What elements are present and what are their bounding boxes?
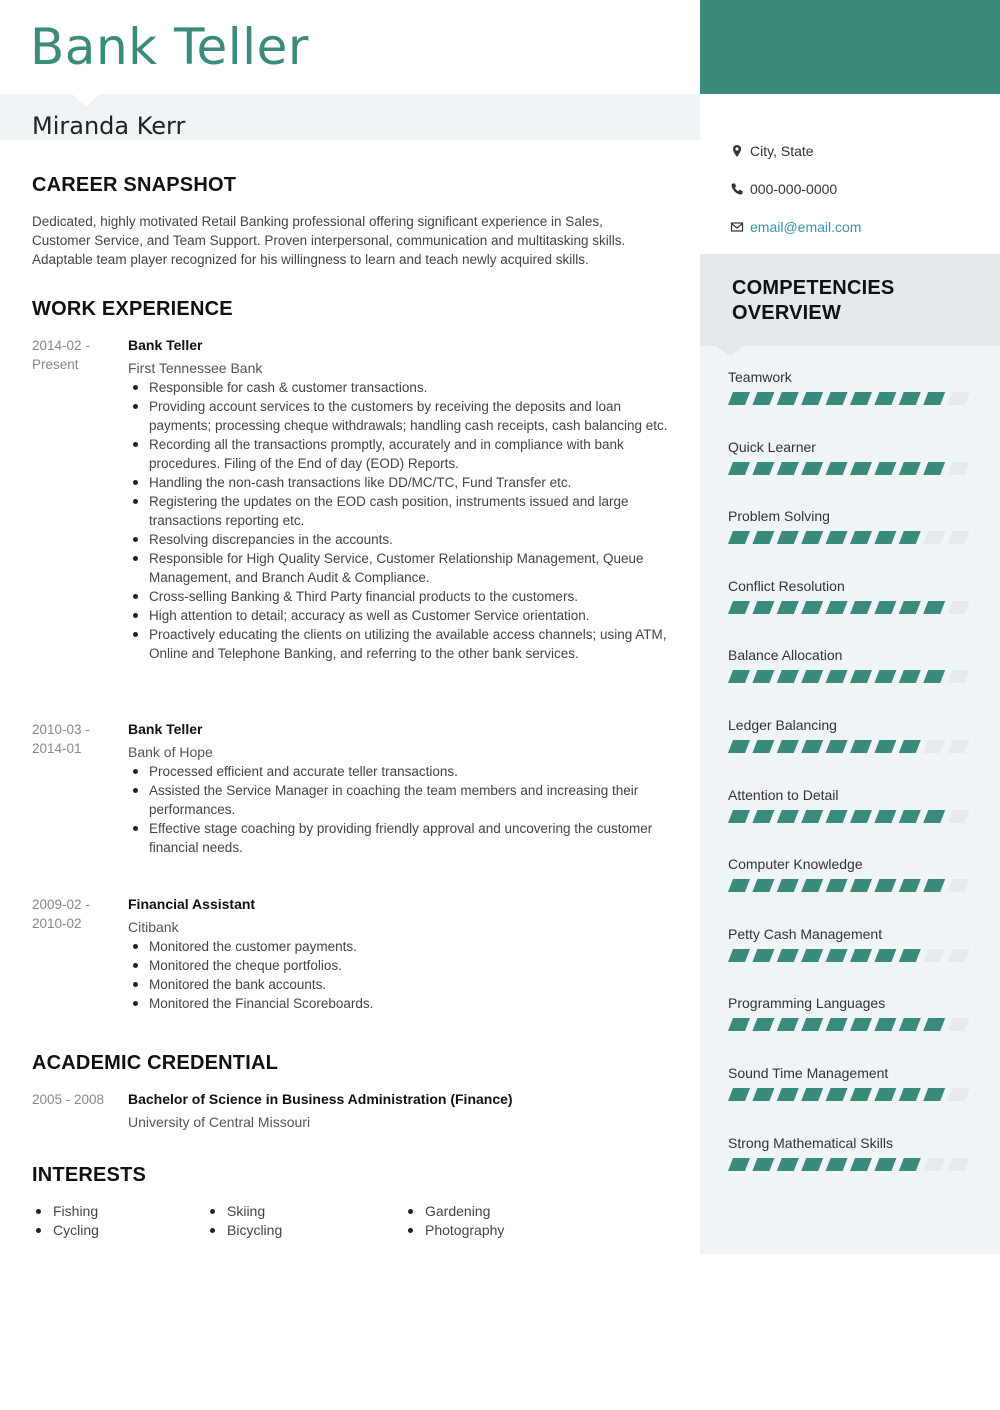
rating-segment-filled xyxy=(752,462,774,475)
candidate-name: Miranda Kerr xyxy=(32,112,186,140)
list-item: Registering the updates on the EOD cash position, instruments issued and large transactions reporting etc. xyxy=(128,492,668,530)
skill-label: Teamwork xyxy=(728,369,792,385)
skill-label: Petty Cash Management xyxy=(728,926,883,942)
job-bullets xyxy=(128,762,668,857)
rating-segment-filled xyxy=(728,1158,750,1171)
list-item: Monitored the cheque portfolios. xyxy=(128,956,668,975)
rating-segment-filled xyxy=(850,601,872,614)
rating-segment-filled xyxy=(899,1018,921,1031)
rating-segment-filled xyxy=(801,810,823,823)
rating-segment-filled xyxy=(850,1018,872,1031)
skill-item xyxy=(728,368,972,406)
skill-item xyxy=(728,994,972,1032)
list-item: Responsible for cash & customer transactions. xyxy=(128,378,668,397)
rating-segment-filled xyxy=(752,1088,774,1101)
section-academic-credential: ACADEMIC CREDENTIAL xyxy=(32,1052,279,1074)
job-company: First Tennessee Bank xyxy=(128,360,263,376)
section-work-experience: WORK EXPERIENCE xyxy=(32,298,233,320)
rating-segment-filled xyxy=(850,740,872,753)
rating-segment-filled xyxy=(801,949,823,962)
rating-segment-filled xyxy=(777,949,799,962)
list-item: Processed efficient and accurate teller transactions. xyxy=(128,762,668,781)
rating-segment-filled xyxy=(777,531,799,544)
rating-segment-filled xyxy=(752,879,774,892)
rating-segment-filled xyxy=(874,601,896,614)
rating-segment-filled xyxy=(752,810,774,823)
rating-segment-filled xyxy=(826,740,848,753)
interests-column xyxy=(206,1202,282,1240)
job-dates: 2010-03 - 2014-01 xyxy=(32,722,90,756)
rating-segment-filled xyxy=(923,810,945,823)
rating-segment-filled xyxy=(728,1018,750,1031)
phone-text: 000-000-0000 xyxy=(750,181,838,197)
rating-segment-filled xyxy=(826,531,848,544)
rating-segment-filled xyxy=(850,1088,872,1101)
interests-list xyxy=(32,1202,672,1242)
interests-column xyxy=(32,1202,99,1240)
email-link[interactable]: email@email.com xyxy=(750,219,862,235)
skill-rating-bar xyxy=(728,810,972,824)
rating-segment-filled xyxy=(850,462,872,475)
skill-rating-bar xyxy=(728,1158,972,1172)
rating-segment-filled xyxy=(899,1088,921,1101)
skill-rating-bar xyxy=(728,392,972,406)
rating-segment-filled xyxy=(728,810,750,823)
skill-rating-bar xyxy=(728,1018,972,1032)
list-item: Assisted the Service Manager in coaching the team members and increasing their performances. xyxy=(128,781,668,819)
job-title: Bank Teller xyxy=(128,337,203,353)
skill-item xyxy=(728,1064,972,1102)
skill-label: Balance Allocation xyxy=(728,647,843,663)
location-text: City, State xyxy=(750,143,814,159)
job-bullets xyxy=(128,378,668,663)
rating-segment-filled xyxy=(752,670,774,683)
skill-label: Attention to Detail xyxy=(728,787,839,803)
rating-segment-filled xyxy=(752,1018,774,1031)
rating-segment-empty xyxy=(948,670,970,683)
rating-segment-filled xyxy=(850,810,872,823)
rating-segment-filled xyxy=(728,949,750,962)
rating-segment-filled xyxy=(826,462,848,475)
rating-segment-filled xyxy=(899,392,921,405)
rating-segment-empty xyxy=(923,949,945,962)
skill-label: Strong Mathematical Skills xyxy=(728,1135,893,1151)
sidebar-accent-block xyxy=(700,0,1000,94)
rating-segment-filled xyxy=(899,949,921,962)
rating-segment-filled xyxy=(874,1158,896,1171)
job-company: Citibank xyxy=(128,919,179,935)
degree: Bachelor of Science in Business Administration (Finance) xyxy=(128,1091,513,1107)
job-title: Bank Teller xyxy=(128,721,203,737)
rating-segment-filled xyxy=(874,810,896,823)
rating-segment-empty xyxy=(948,1158,970,1171)
skill-rating-bar xyxy=(728,1088,972,1102)
skill-item xyxy=(728,1134,972,1172)
rating-segment-empty xyxy=(923,531,945,544)
skill-rating-bar xyxy=(728,740,972,754)
rating-segment-filled xyxy=(728,879,750,892)
skill-rating-bar xyxy=(728,601,972,615)
rating-segment-filled xyxy=(801,740,823,753)
rating-segment-filled xyxy=(850,949,872,962)
rating-segment-filled xyxy=(801,392,823,405)
rating-segment-filled xyxy=(923,462,945,475)
rating-segment-filled xyxy=(728,601,750,614)
skill-rating-bar xyxy=(728,531,972,545)
list-item: Handling the non-cash transactions like DD/MC/TC, Fund Transfer etc. xyxy=(128,473,668,492)
rating-segment-filled xyxy=(777,670,799,683)
rating-segment-filled xyxy=(777,1158,799,1171)
notch xyxy=(716,346,744,356)
skill-item xyxy=(728,925,972,963)
phone-icon xyxy=(730,182,744,196)
rating-segment-filled xyxy=(777,879,799,892)
map-pin-icon xyxy=(730,144,744,158)
rating-segment-filled xyxy=(899,740,921,753)
rating-segment-filled xyxy=(826,670,848,683)
list-item: Cross-selling Banking & Third Party financial products to the customers. xyxy=(128,587,668,606)
rating-segment-filled xyxy=(728,1088,750,1101)
rating-segment-filled xyxy=(777,601,799,614)
list-item: Skiing xyxy=(206,1202,282,1221)
list-item: Recording all the transactions promptly, accurately and in compliance with bank procedures. Filing of the End of day (EOD) Reports. xyxy=(128,435,668,473)
notch xyxy=(72,94,100,106)
rating-segment-filled xyxy=(801,1158,823,1171)
skill-item xyxy=(728,716,972,754)
rating-segment-filled xyxy=(777,392,799,405)
list-item: Monitored the bank accounts. xyxy=(128,975,668,994)
rating-segment-filled xyxy=(874,531,896,544)
rating-segment-filled xyxy=(923,670,945,683)
rating-segment-filled xyxy=(777,1088,799,1101)
rating-segment-filled xyxy=(728,670,750,683)
rating-segment-filled xyxy=(777,740,799,753)
rating-segment-filled xyxy=(801,1088,823,1101)
rating-segment-empty xyxy=(923,1158,945,1171)
rating-segment-filled xyxy=(874,1018,896,1031)
rating-segment-filled xyxy=(826,601,848,614)
skill-rating-bar xyxy=(728,462,972,476)
list-item: Cycling xyxy=(32,1221,99,1240)
skill-rating-bar xyxy=(728,949,972,963)
list-item: Effective stage coaching by providing friendly approval and uncovering the customer financial needs. xyxy=(128,819,668,857)
rating-segment-filled xyxy=(801,462,823,475)
skill-item xyxy=(728,786,972,824)
rating-segment-filled xyxy=(899,810,921,823)
list-item: Providing account services to the customers by receiving the deposits and loan payments; processing cheque withdrawals; handling cash receipts, cash balancing etc. xyxy=(128,397,668,435)
rating-segment-filled xyxy=(923,601,945,614)
rating-segment-empty xyxy=(948,601,970,614)
rating-segment-filled xyxy=(923,1018,945,1031)
list-item: Monitored the customer payments. xyxy=(128,937,668,956)
skill-item xyxy=(728,438,972,476)
rating-segment-filled xyxy=(728,531,750,544)
rating-segment-filled xyxy=(752,949,774,962)
rating-segment-filled xyxy=(923,392,945,405)
rating-segment-filled xyxy=(874,949,896,962)
rating-segment-filled xyxy=(728,392,750,405)
list-item: Monitored the Financial Scoreboards. xyxy=(128,994,668,1013)
rating-segment-filled xyxy=(874,462,896,475)
list-item: Gardening xyxy=(404,1202,504,1221)
rating-segment-filled xyxy=(826,879,848,892)
rating-segment-filled xyxy=(874,879,896,892)
list-item: Fishing xyxy=(32,1202,99,1221)
career-snapshot-text: Dedicated, highly motivated Retail Banking professional offering significant experience in Sales, Customer Service, and Team Support. Proven interpersonal, communication and multitasking skills. Adaptable team player recognized for his willingness to learn and teach newly acquired skills. xyxy=(32,214,626,267)
interests-column xyxy=(404,1202,504,1240)
rating-segment-filled xyxy=(752,392,774,405)
rating-segment-filled xyxy=(728,740,750,753)
rating-segment-filled xyxy=(874,740,896,753)
rating-segment-empty xyxy=(948,949,970,962)
rating-segment-filled xyxy=(801,601,823,614)
rating-segment-filled xyxy=(850,1158,872,1171)
rating-segment-filled xyxy=(874,1088,896,1101)
section-interests: INTERESTS xyxy=(32,1164,147,1186)
competencies-header xyxy=(700,254,1000,346)
rating-segment-filled xyxy=(826,810,848,823)
rating-segment-filled xyxy=(826,949,848,962)
rating-segment-empty xyxy=(948,392,970,405)
rating-segment-filled xyxy=(850,879,872,892)
job-bullets xyxy=(128,937,668,1013)
section-career-snapshot: CAREER SNAPSHOT xyxy=(32,174,237,196)
contact-block xyxy=(700,94,1000,254)
list-item: Proactively educating the clients on utilizing the available access channels; using ATM, Online and Telephone Banking, and referring to the other bank services. xyxy=(128,625,668,663)
job-company: Bank of Hope xyxy=(128,744,213,760)
job-dates: 2009-02 - 2010-02 xyxy=(32,897,90,931)
skill-label: Programming Languages xyxy=(728,995,886,1011)
rating-segment-filled xyxy=(801,1018,823,1031)
skill-label: Computer Knowledge xyxy=(728,856,863,872)
rating-segment-filled xyxy=(899,879,921,892)
skill-rating-bar xyxy=(728,879,972,893)
rating-segment-empty xyxy=(948,1018,970,1031)
rating-segment-filled xyxy=(752,531,774,544)
rating-segment-filled xyxy=(752,740,774,753)
rating-segment-empty xyxy=(948,1088,970,1101)
rating-segment-filled xyxy=(728,462,750,475)
rating-segment-empty xyxy=(948,810,970,823)
rating-segment-filled xyxy=(777,810,799,823)
skill-label: Problem Solving xyxy=(728,508,830,524)
list-item: Photography xyxy=(404,1221,504,1240)
list-item: Resolving discrepancies in the accounts. xyxy=(128,530,668,549)
rating-segment-filled xyxy=(874,670,896,683)
skill-item xyxy=(728,855,972,893)
rating-segment-empty xyxy=(948,531,970,544)
rating-segment-filled xyxy=(826,1088,848,1101)
rating-segment-filled xyxy=(923,879,945,892)
rating-segment-empty xyxy=(948,740,970,753)
rating-segment-filled xyxy=(777,1018,799,1031)
skill-item xyxy=(728,507,972,545)
rating-segment-empty xyxy=(923,740,945,753)
rating-segment-filled xyxy=(923,1088,945,1101)
skill-label: Conflict Resolution xyxy=(728,578,845,594)
rating-segment-filled xyxy=(752,601,774,614)
rating-segment-filled xyxy=(801,879,823,892)
rating-segment-filled xyxy=(850,392,872,405)
rating-segment-empty xyxy=(948,462,970,475)
rating-segment-filled xyxy=(826,1018,848,1031)
skill-rating-bar xyxy=(728,670,972,684)
rating-segment-empty xyxy=(948,879,970,892)
skill-item xyxy=(728,577,972,615)
rating-segment-filled xyxy=(826,392,848,405)
rating-segment-filled xyxy=(801,670,823,683)
rating-segment-filled xyxy=(874,392,896,405)
list-item: Bicycling xyxy=(206,1221,282,1240)
list-item: High attention to detail; accuracy as well as Customer Service orientation. xyxy=(128,606,668,625)
rating-segment-filled xyxy=(777,462,799,475)
school: University of Central Missouri xyxy=(128,1114,311,1130)
rating-segment-filled xyxy=(899,531,921,544)
rating-segment-filled xyxy=(850,670,872,683)
envelope-icon xyxy=(730,220,744,234)
skill-label: Quick Learner xyxy=(728,439,816,455)
rating-segment-filled xyxy=(899,601,921,614)
job-title: Financial Assistant xyxy=(128,896,256,912)
skill-label: Ledger Balancing xyxy=(728,717,837,733)
list-item: Responsible for High Quality Service, Customer Relationship Management, Queue Management, and Branch Audit & Compliance. xyxy=(128,549,668,587)
skill-label: Sound Time Management xyxy=(728,1065,889,1081)
rating-segment-filled xyxy=(899,462,921,475)
job-dates: 2014-02 - Present xyxy=(32,338,90,372)
rating-segment-filled xyxy=(826,1158,848,1171)
rating-segment-filled xyxy=(801,531,823,544)
rating-segment-filled xyxy=(899,1158,921,1171)
rating-segment-filled xyxy=(752,1158,774,1171)
education-dates: 2005 - 2008 xyxy=(32,1092,105,1107)
skill-item xyxy=(728,646,972,684)
resume-title: Bank Teller xyxy=(30,18,309,76)
rating-segment-filled xyxy=(899,670,921,683)
competencies-title: COMPETENCIES OVERVIEW xyxy=(732,277,895,324)
rating-segment-filled xyxy=(850,531,872,544)
